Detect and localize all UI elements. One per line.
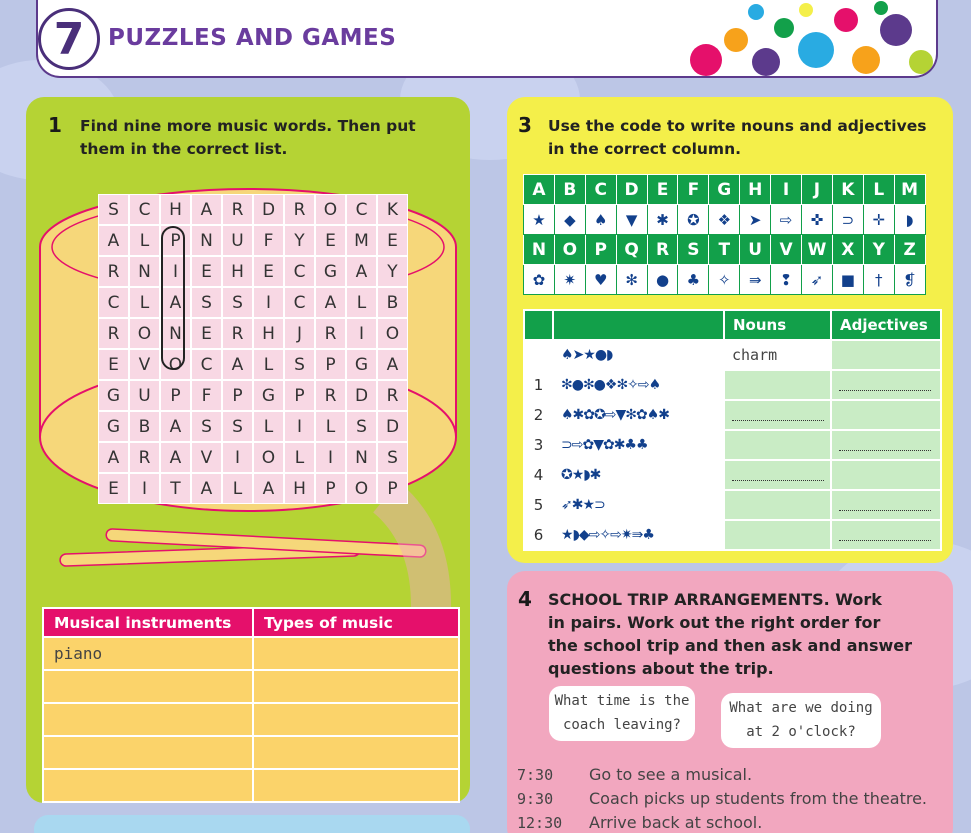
- coded-word: ✻●✻●❖✻✧⇨♠: [553, 370, 724, 400]
- wordsearch-letter[interactable]: C: [284, 256, 315, 287]
- timeline-time: 9:30: [517, 790, 554, 808]
- code-letter: N: [524, 235, 555, 265]
- wordsearch-letter[interactable]: O: [253, 442, 284, 473]
- code-symbol: ✱: [647, 205, 678, 235]
- wordsearch-letter[interactable]: O: [129, 318, 160, 349]
- wordsearch-letter[interactable]: E: [191, 318, 222, 349]
- wordsearch-letter[interactable]: N: [129, 256, 160, 287]
- wordsearch-letter[interactable]: H: [160, 194, 191, 225]
- coded-word: ♠➤★●◗: [553, 340, 724, 370]
- wordsearch-letter[interactable]: R: [315, 380, 346, 411]
- code-letter: C: [585, 175, 616, 205]
- code-letter: M: [894, 175, 925, 205]
- code-letter: J: [802, 175, 833, 205]
- code-symbol: ✪: [678, 205, 709, 235]
- code-letter: Z: [894, 235, 925, 265]
- code-symbol: ❡: [894, 265, 925, 295]
- wordsearch-letter[interactable]: R: [222, 318, 253, 349]
- wordsearch-letter[interactable]: T: [160, 473, 191, 504]
- wordsearch-letter[interactable]: N: [191, 225, 222, 256]
- table-row: [524, 370, 941, 400]
- wordsearch-letter[interactable]: G: [253, 380, 284, 411]
- wordsearch-letter[interactable]: P: [222, 380, 253, 411]
- wordsearch-letter[interactable]: S: [284, 349, 315, 380]
- timeline-event: Go to see a musical.: [589, 765, 753, 784]
- table-header-row: [524, 310, 941, 340]
- wordsearch-letter[interactable]: B: [129, 411, 160, 442]
- row-number: 1: [524, 370, 553, 400]
- code-letter: P: [585, 235, 616, 265]
- wordsearch-letter[interactable]: P: [160, 380, 191, 411]
- wordsearch-letter[interactable]: A: [160, 287, 191, 318]
- coded-word: ⊃⇨✿▼✿✱♣♣: [553, 430, 724, 460]
- wordsearch-letter[interactable]: A: [160, 411, 191, 442]
- table-header-row: [44, 609, 458, 636]
- wordsearch-letter[interactable]: F: [191, 380, 222, 411]
- exercise-instruction: [548, 115, 926, 161]
- timeline-item: [517, 811, 927, 833]
- wordsearch-letter[interactable]: S: [222, 287, 253, 318]
- wordsearch-letter[interactable]: L: [284, 442, 315, 473]
- code-letter: X: [832, 235, 863, 265]
- table-row: [524, 490, 941, 520]
- code-symbol: ⇨: [771, 205, 802, 235]
- wordsearch-letter[interactable]: P: [315, 349, 346, 380]
- table-cell[interactable]: [254, 704, 458, 735]
- noun-answer[interactable]: [724, 460, 831, 490]
- code-letter: U: [740, 235, 771, 265]
- wordsearch-letter[interactable]: A: [315, 287, 346, 318]
- wordsearch-letter[interactable]: S: [222, 411, 253, 442]
- wordsearch-letter[interactable]: N: [346, 442, 377, 473]
- coded-word: ➶✱★⊃: [553, 490, 724, 520]
- table-cell[interactable]: [44, 671, 252, 702]
- wordsearch-letter[interactable]: L: [222, 473, 253, 504]
- table-cell[interactable]: [254, 737, 458, 768]
- timeline-time: 7:30: [517, 766, 554, 784]
- wordsearch-letter[interactable]: I: [315, 442, 346, 473]
- code-symbol: ⇛: [740, 265, 771, 295]
- code-symbol: ♣: [678, 265, 709, 295]
- code-letter: K: [832, 175, 863, 205]
- wordsearch-letter[interactable]: D: [377, 411, 408, 442]
- wordsearch-letter[interactable]: R: [377, 380, 408, 411]
- wordsearch-letter[interactable]: C: [284, 287, 315, 318]
- code-letter: H: [740, 175, 771, 205]
- wordsearch-letter[interactable]: E: [253, 256, 284, 287]
- wordsearch-letter[interactable]: L: [253, 349, 284, 380]
- adjective-answer[interactable]: [831, 460, 941, 490]
- header-types-of-music: Types of music: [254, 609, 458, 636]
- code-letter: B: [554, 175, 585, 205]
- code-letter: Q: [616, 235, 647, 265]
- wordsearch-letter[interactable]: A: [98, 225, 129, 256]
- wordsearch-letter[interactable]: R: [315, 318, 346, 349]
- code-symbol: ✷: [554, 265, 585, 295]
- wordsearch-letter[interactable]: G: [346, 349, 377, 380]
- table-cell[interactable]: [44, 704, 252, 735]
- noun-answer[interactable]: [724, 520, 831, 550]
- table-row: [44, 737, 458, 768]
- timeline-item: [517, 763, 927, 787]
- table-row: [44, 704, 458, 735]
- wordsearch-letter[interactable]: C: [191, 349, 222, 380]
- exercise-number: 4: [518, 587, 532, 611]
- code-symbol: ♥: [585, 265, 616, 295]
- wordsearch-letter[interactable]: O: [160, 349, 191, 380]
- wordsearch-letter[interactable]: A: [222, 349, 253, 380]
- adjective-answer[interactable]: [831, 490, 941, 520]
- code-letter: Y: [863, 235, 894, 265]
- timeline-event: Coach picks up students from the theatre.: [589, 789, 927, 808]
- wordsearch-letter[interactable]: R: [98, 318, 129, 349]
- wordsearch-letter[interactable]: I: [129, 473, 160, 504]
- code-symbol: ➤: [740, 205, 771, 235]
- wordsearch-letter[interactable]: O: [315, 194, 346, 225]
- code-letter: G: [709, 175, 740, 205]
- wordsearch-letter[interactable]: A: [191, 473, 222, 504]
- row-number: 6: [524, 520, 553, 550]
- table-row: [524, 520, 941, 550]
- code-letter: V: [771, 235, 802, 265]
- wordsearch-letter[interactable]: S: [377, 442, 408, 473]
- code-symbol: ❢: [771, 265, 802, 295]
- wordsearch-letter[interactable]: A: [191, 194, 222, 225]
- instruction-line: in pairs. Work out the right order for: [548, 613, 881, 632]
- adjective-answer[interactable]: [831, 400, 941, 430]
- row-number: 5: [524, 490, 553, 520]
- code-symbol: †: [863, 265, 894, 295]
- wordsearch-letter[interactable]: O: [346, 473, 377, 504]
- code-symbol: ◗: [894, 205, 925, 235]
- header-musical-instruments: Musical instruments: [44, 609, 252, 636]
- wordsearch-letter[interactable]: B: [377, 287, 408, 318]
- answer-line: [839, 510, 931, 511]
- wordsearch-letter[interactable]: C: [98, 287, 129, 318]
- table-cell[interactable]: [254, 638, 458, 669]
- wordsearch-letter[interactable]: P: [284, 380, 315, 411]
- code-symbol: ◆: [554, 205, 585, 235]
- decorative-splash: [666, 0, 936, 78]
- bubble-text: What are we doing: [729, 700, 873, 716]
- table-row: [524, 430, 941, 460]
- table-row: [524, 460, 941, 490]
- row-number: 3: [524, 430, 553, 460]
- table-row: [44, 671, 458, 702]
- wordsearch-letter[interactable]: C: [129, 194, 160, 225]
- row-number: 2: [524, 400, 553, 430]
- code-letter: S: [678, 235, 709, 265]
- bubble-text: What time is the: [554, 693, 690, 709]
- code-symbol: ■: [832, 265, 863, 295]
- answer-line: [839, 390, 931, 391]
- wordsearch-letter[interactable]: M: [346, 225, 377, 256]
- noun-answer[interactable]: [724, 490, 831, 520]
- wordsearch-letter[interactable]: S: [98, 194, 129, 225]
- instruction-line: SCHOOL TRIP ARRANGEMENTS. Work: [548, 590, 882, 609]
- adjective-answer[interactable]: [831, 370, 941, 400]
- wordsearch-letter[interactable]: E: [191, 256, 222, 287]
- wordsearch-letter[interactable]: R: [98, 256, 129, 287]
- adjective-answer[interactable]: [831, 520, 941, 550]
- example-row: [524, 340, 941, 370]
- wordsearch-letter[interactable]: A: [253, 473, 284, 504]
- wordsearch-letter[interactable]: E: [377, 225, 408, 256]
- code-symbol: ▼: [616, 205, 647, 235]
- exercise-number: 3: [518, 113, 532, 137]
- wordsearch-letter[interactable]: S: [346, 411, 377, 442]
- code-symbols-row: [524, 265, 926, 295]
- code-letter: W: [802, 235, 833, 265]
- instruction-line: the school trip and then ask and answer: [548, 636, 912, 655]
- wordsearch-grid: [98, 194, 408, 504]
- wordsearch-letter[interactable]: J: [284, 318, 315, 349]
- answer-line: [839, 540, 931, 541]
- wordsearch-letter[interactable]: V: [129, 349, 160, 380]
- wordsearch-letter[interactable]: A: [160, 442, 191, 473]
- timeline-time: 12:30: [517, 814, 563, 832]
- wordsearch-letter[interactable]: F: [253, 225, 284, 256]
- bubble-text: coach leaving?: [562, 717, 681, 733]
- table-cell[interactable]: piano: [44, 638, 252, 669]
- code-symbol: ✜: [802, 205, 833, 235]
- code-letter: E: [647, 175, 678, 205]
- header-adjectives: Adjectives: [831, 310, 941, 340]
- answer-line: [732, 480, 824, 481]
- timeline-item: [517, 787, 927, 811]
- wordsearch-letter[interactable]: P: [377, 473, 408, 504]
- code-letters-row: [524, 175, 926, 205]
- wordsearch-letter[interactable]: L: [346, 287, 377, 318]
- table-row: [524, 400, 941, 430]
- wordsearch-letter[interactable]: S: [191, 287, 222, 318]
- wordsearch-letter[interactable]: A: [346, 256, 377, 287]
- table-cell[interactable]: [44, 737, 252, 768]
- code-letters-row: [524, 235, 926, 265]
- header-blank: [553, 310, 724, 340]
- instruction-line: Use the code to write nouns and adjectives: [548, 117, 927, 135]
- row-number: [524, 340, 553, 370]
- wordsearch-letter[interactable]: N: [160, 318, 191, 349]
- bubble-text: at 2 o'clock?: [746, 724, 856, 740]
- wordsearch-letter[interactable]: D: [253, 194, 284, 225]
- wordsearch-letter[interactable]: O: [377, 318, 408, 349]
- coded-word: ★◗◆⇨✧⇨✷⇛♣: [553, 520, 724, 550]
- wordsearch-letter[interactable]: Y: [377, 256, 408, 287]
- noun-answer[interactable]: [724, 430, 831, 460]
- code-letter: L: [863, 175, 894, 205]
- code-letter: O: [554, 235, 585, 265]
- table-cell[interactable]: [44, 770, 252, 801]
- adjective-answer[interactable]: [831, 340, 941, 370]
- wordsearch-letter[interactable]: P: [160, 225, 191, 256]
- wordsearch-letter[interactable]: E: [98, 349, 129, 380]
- unit-header: [36, 0, 938, 78]
- table-row: [44, 638, 458, 669]
- wordsearch-letter[interactable]: G: [98, 411, 129, 442]
- wordsearch-letter[interactable]: L: [315, 411, 346, 442]
- code-symbol: ●: [647, 265, 678, 295]
- code-symbol: ✧: [709, 265, 740, 295]
- wordsearch-letter[interactable]: V: [191, 442, 222, 473]
- instruction-line: Find nine more music words. Then put: [80, 117, 416, 135]
- wordsearch-letter[interactable]: E: [315, 225, 346, 256]
- nouns-adjectives-table: [523, 309, 942, 551]
- speech-bubble: [549, 686, 695, 741]
- exercise-number: 1: [48, 113, 62, 137]
- wordsearch-letter[interactable]: G: [315, 256, 346, 287]
- instruction-line: in the correct column.: [548, 140, 741, 158]
- answer-line: [839, 450, 931, 451]
- wordsearch-letter[interactable]: L: [253, 411, 284, 442]
- instruction-line: them in the correct list.: [80, 140, 288, 158]
- noun-answer[interactable]: [724, 400, 831, 430]
- header-nouns: Nouns: [724, 310, 831, 340]
- table-cell[interactable]: [254, 671, 458, 702]
- code-symbol: ✿: [524, 265, 555, 295]
- music-words-table: [42, 607, 460, 803]
- code-letter: A: [524, 175, 555, 205]
- table-row: [44, 770, 458, 801]
- code-letter: T: [709, 235, 740, 265]
- code-symbol: ♠: [585, 205, 616, 235]
- wordsearch-letter[interactable]: I: [160, 256, 191, 287]
- adjective-answer[interactable]: [831, 430, 941, 460]
- code-letter: D: [616, 175, 647, 205]
- code-letter: I: [771, 175, 802, 205]
- wordsearch-letter[interactable]: I: [222, 442, 253, 473]
- wordsearch-letter[interactable]: R: [222, 194, 253, 225]
- code-symbol: ✻: [616, 265, 647, 295]
- wordsearch-letter[interactable]: P: [315, 473, 346, 504]
- unit-title: PUZZLES AND GAMES: [108, 25, 397, 51]
- wordsearch-letter[interactable]: I: [346, 318, 377, 349]
- code-symbols-row: [524, 205, 926, 235]
- wordsearch-letter[interactable]: A: [377, 349, 408, 380]
- code-letter: R: [647, 235, 678, 265]
- coded-word: ✪★◗✱: [553, 460, 724, 490]
- coded-word: ♠✱✿✪⇨▼✻✿♠✱: [553, 400, 724, 430]
- unit-number: 7: [38, 8, 100, 70]
- wordsearch-letter[interactable]: Y: [284, 225, 315, 256]
- answer-line: [732, 420, 824, 421]
- wordsearch-letter[interactable]: H: [284, 473, 315, 504]
- wordsearch-letter[interactable]: R: [284, 194, 315, 225]
- wordsearch-letter[interactable]: I: [284, 411, 315, 442]
- symbol-code-table: [523, 174, 926, 295]
- table-cell[interactable]: [254, 770, 458, 801]
- speech-bubble: [721, 693, 881, 748]
- code-letter: F: [678, 175, 709, 205]
- code-symbol: ✛: [863, 205, 894, 235]
- wordsearch-letter[interactable]: H: [222, 256, 253, 287]
- wordsearch-letter[interactable]: H: [253, 318, 284, 349]
- code-symbol: ⊃: [832, 205, 863, 235]
- wordsearch-letter[interactable]: G: [98, 380, 129, 411]
- instruction-line: questions about the trip.: [548, 659, 774, 678]
- wordsearch-letter[interactable]: C: [346, 194, 377, 225]
- wordsearch-letter[interactable]: A: [98, 442, 129, 473]
- circled-word-piano: [161, 226, 185, 370]
- row-number: 4: [524, 460, 553, 490]
- wordsearch-letter[interactable]: U: [222, 225, 253, 256]
- noun-answer[interactable]: [724, 370, 831, 400]
- wordsearch-letter[interactable]: I: [253, 287, 284, 318]
- wordsearch-letter[interactable]: L: [129, 287, 160, 318]
- next-exercise-panel: [34, 815, 470, 833]
- wordsearch-letter[interactable]: U: [129, 380, 160, 411]
- timeline-event: Arrive back at school.: [589, 813, 763, 832]
- code-symbol: ❖: [709, 205, 740, 235]
- trip-timeline: [517, 763, 927, 833]
- noun-answer[interactable]: charm: [724, 340, 831, 370]
- wordsearch-letter[interactable]: S: [191, 411, 222, 442]
- code-symbol: ➶: [802, 265, 833, 295]
- wordsearch-letter[interactable]: L: [129, 225, 160, 256]
- exercise-instruction: [548, 588, 912, 680]
- exercise-instruction: [80, 115, 416, 161]
- wordsearch-letter[interactable]: R: [129, 442, 160, 473]
- code-symbol: ★: [524, 205, 555, 235]
- wordsearch-letter[interactable]: E: [98, 473, 129, 504]
- wordsearch-letter[interactable]: D: [346, 380, 377, 411]
- header-blank: [524, 310, 553, 340]
- wordsearch-letter[interactable]: K: [377, 194, 408, 225]
